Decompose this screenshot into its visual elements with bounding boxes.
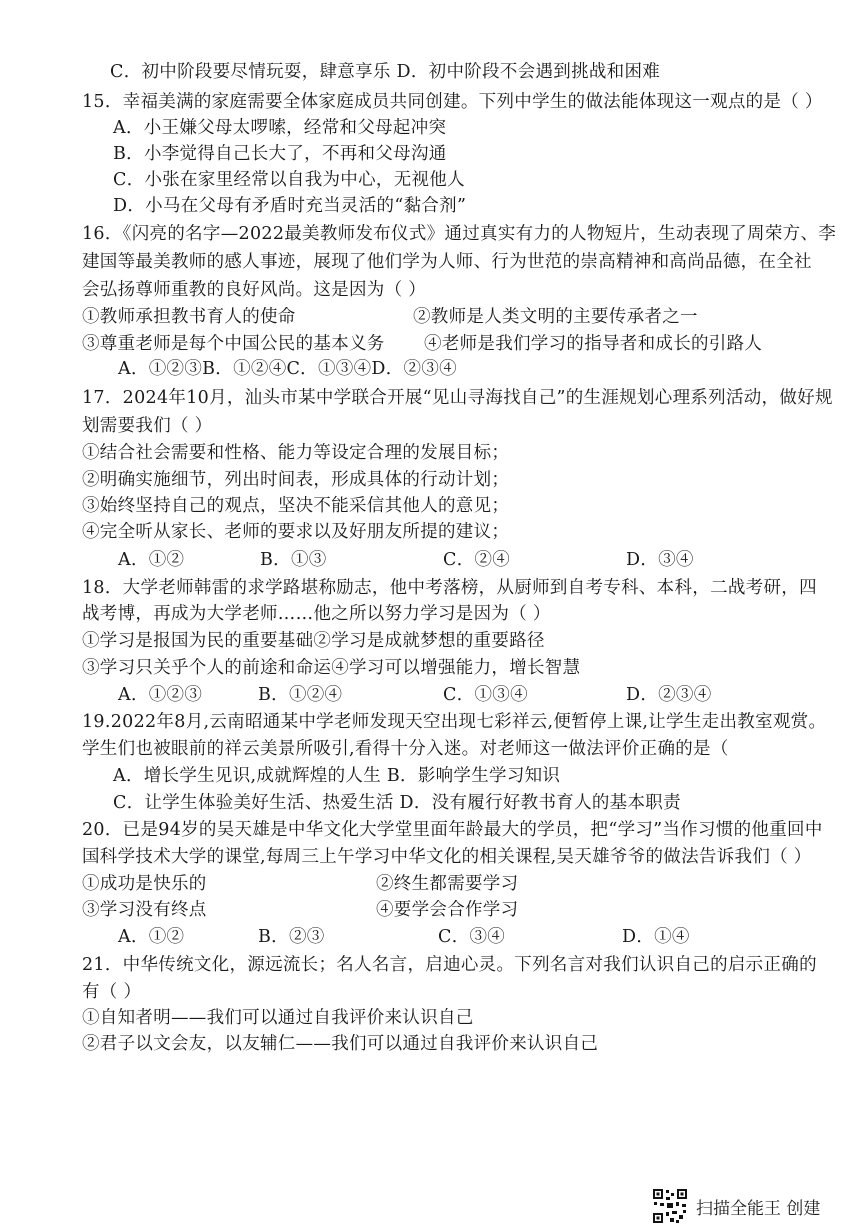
q20-stem-line-2: 国科学技术大学的课堂,每周三上午学习中华文化的相关课程,吴天雄爷爷的做法告诉我们（ ） — [82, 847, 812, 867]
q16-stem-line-3: 会弘扬尊师重教的良好风尚。这是因为（ ） — [82, 280, 427, 300]
q21-statement-2: ②君子以文会友，以友辅仁——我们可以通过自我评价来认识自己 — [82, 1034, 599, 1054]
q17-stem-line-2: 划需要我们（ ） — [82, 416, 213, 436]
q18-stem-line-1: 18．大学老师韩雷的求学路堪称励志，他中考落榜，从厨师到自考专科、本科，二战考研，四 — [82, 578, 817, 598]
q21-statement-1: ①自知者明——我们可以通过自我评价来认识自己 — [82, 1008, 474, 1028]
q18-statements-1-2: ①学习是报国为民的重要基础②学习是成就梦想的重要路径 — [82, 631, 545, 651]
q18-option-b: B．①②④ — [258, 685, 343, 705]
q20-option-b: B．②③ — [258, 927, 325, 947]
q17-stem-line-1: 17．2024年10月，汕头市某中学联合开展“见山寻海找自己”的生涯规划心理系列活动，做好规 — [82, 388, 833, 408]
q15-option-d: D．小马在父母有矛盾时充当灵活的“黏合剂” — [113, 196, 467, 216]
q19-options-cd: C．让学生体验美好生活、热爱生活 D．没有履行好教书育人的基本职责 — [113, 793, 681, 813]
q16-statement-2: ②教师是人类文明的主要传承者之一 — [413, 307, 698, 327]
q15-stem: 15．幸福美满的家庭需要全体家庭成员共同创建。下列中学生的做法能体现这一观点的是（ ） — [82, 92, 823, 112]
q21-stem-line-1: 21．中华传统文化，源远流长；名人名言，启迪心灵。下列名言对我们认识自己的启示正确的 — [82, 955, 817, 975]
q21-stem-line-2: 有（ ） — [82, 982, 142, 1002]
q15-option-b: B．小李觉得自己长大了，不再和父母沟通 — [113, 144, 447, 164]
q18-option-c: C．①③④ — [443, 685, 528, 705]
q20-statement-4: ④要学会合作学习 — [376, 900, 519, 920]
scanner-app-name: 扫描全能王 创建 — [696, 1198, 821, 1219]
q16-options: A．①②③B．①②④C．①③④D．②③④ — [118, 359, 457, 379]
q20-statement-2: ②终生都需要学习 — [376, 874, 519, 894]
q20-option-d: D．①④ — [622, 927, 690, 947]
q16-statement-1: ①教师承担教书育人的使命 — [82, 307, 296, 327]
q17-option-c: C．②④ — [443, 550, 511, 570]
q19-options-ab: A．增长学生见识,成就辉煌的人生 B．影响学生学习知识 — [113, 766, 561, 786]
q15-option-c: C．小张在家里经常以自我为中心，无视他人 — [113, 170, 465, 190]
q20-stem-line-1: 20．已是94岁的吴天雄是中华文化大学堂里面年龄最大的学员，把“学习”当作习惯的他重回中 — [82, 820, 823, 840]
q19-stem-line-1: 19.2022年8月,云南昭通某中学老师发现天空出现七彩祥云,便暂停上课,让学生走出教室观赏。 — [82, 712, 827, 732]
q20-statement-3: ③学习没有终点 — [82, 900, 207, 920]
q20-option-c: C．③④ — [438, 927, 506, 947]
q18-option-d: D．②③④ — [626, 685, 712, 705]
q17-option-b: B．①③ — [260, 550, 327, 570]
q19-stem-line-2: 学生们也被眼前的祥云美景所吸引,看得十分入迷。对老师这一做法评价正确的是（ — [82, 739, 729, 759]
q15-option-a: A．小王嫌父母太啰嗦，经常和父母起冲突 — [113, 118, 447, 138]
q17-option-a: A．①② — [118, 550, 185, 570]
q16-statement-4: ④老师是我们学习的指导者和成长的引路人 — [424, 334, 763, 354]
q18-option-a: A．①②③ — [118, 685, 203, 705]
q16-stem-line-2: 建国等最美教师的感人事迹，展现了他们学为人师、行为世范的崇高精神和高尚品德，在全社 — [82, 252, 812, 272]
qr-code-icon — [652, 1188, 688, 1224]
q17-option-d: D．③④ — [626, 550, 694, 570]
q18-stem-line-2: 战考博，再成为大学老师……他之所以努力学习是因为（ ） — [82, 604, 551, 624]
q20-statement-1: ①成功是快乐的 — [82, 874, 207, 894]
scanner-watermark — [652, 1188, 820, 1224]
q17-statement-2: ②明确实施细节，列出时间表，形成具体的行动计划； — [82, 470, 510, 490]
q17-statement-3: ③始终坚持自己的观点，坚决不能采信其他人的意见； — [82, 496, 510, 516]
q16-statement-3: ③尊重老师是每个中国公民的基本义务 — [82, 334, 385, 354]
q16-stem-line-1: 16．《闪亮的名字—2022最美教师发布仪式》通过真实有力的人物短片，生动表现了周荣方、李 — [82, 224, 837, 244]
q17-statement-1: ①结合社会需要和性格、能力等设定合理的发展目标； — [82, 443, 510, 463]
q20-option-a: A．①② — [118, 927, 185, 947]
q17-statement-4: ④完全听从家长、老师的要求以及好朋友所提的建议； — [82, 522, 510, 542]
q18-statements-3-4: ③学习只关乎个人的前途和命运④学习可以增强能力，增长智慧 — [82, 658, 581, 678]
q14-options-cd: C．初中阶段要尽情玩耍，肆意享乐 D．初中阶段不会遇到挑战和困难 — [110, 62, 661, 82]
